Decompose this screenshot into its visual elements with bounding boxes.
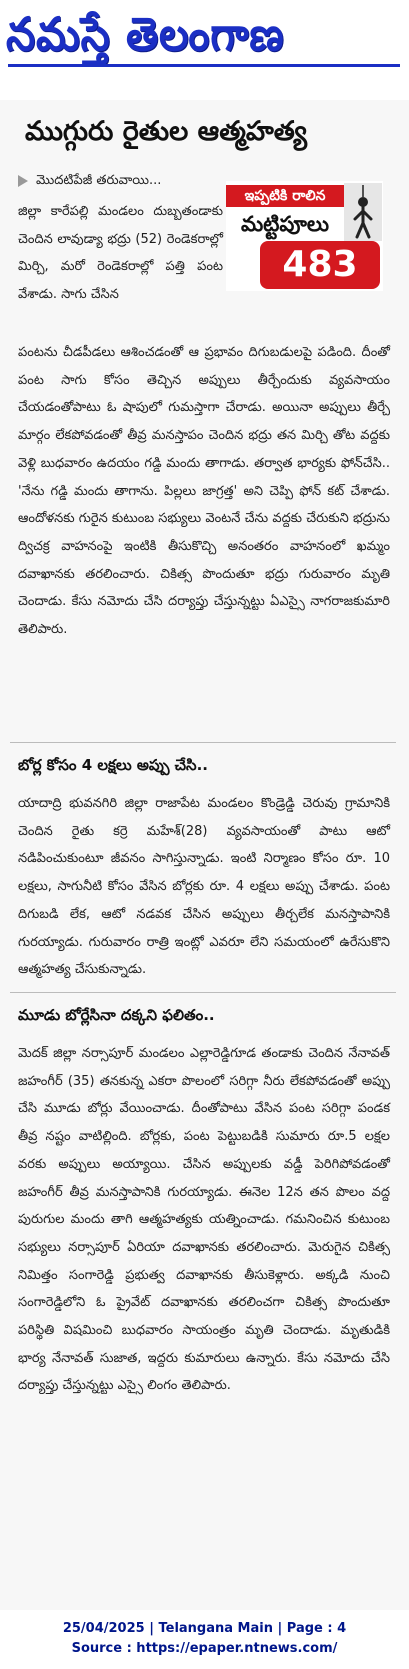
section-divider bbox=[10, 742, 396, 743]
paragraph-1-body: పంటను చీడపీడలు ఆశించడంతో ఆ ప్రభావం దిగుబడులపై పడింది. దీంతో పంట సాగు కోసం తెచ్చిన అప్పులు తీర్చేందుకు వ్యవసాయం చేయడంతోపాటు ఓ షాపులో గుమస్తాగా చేరాడు. అయినా అప్పులు తీర్చే మార్గం లేకపోవడంతో తీవ్ర మనస్తాపం చెందిన భద్రు తన మిర్చి తోట వద్దకు వెళ్లి బుధవారం ఉదయం గడ్డి మందు తాగాడు. తర్వాత భార్యకు ఫోన్‌చేసి.. 'నేను గడ్డి మందు తాగాను. పిల్లలు జాగ్రత్త' అని చెప్పి ఫోన్ కట్ చేశాడు. ఆందోళనకు గురైన కుటుంబ సభ్యులు వెంటనే చేను వద్దకు చేరుకుని భద్రును ద్విచక్ర వాహనంపై ఇంటికి తీసుకొచ్చి అనంతరం వాహనంలో ఖమ్మం దవాఖానకు తరలించారు. చికిత్స పొందుతూ భద్రు గురువారం మృతి చెందాడు. కేసు నమోదు చేసి దర్యాప్తు చేస్తున్నట్టు ఏఎస్సై నాగరాజకుమారి తెలిపారు. bbox=[18, 345, 390, 638]
masthead-underline bbox=[8, 64, 400, 67]
kicker-text: మొదటిపేజీ తరువాయి... bbox=[36, 173, 162, 188]
footer-date-line: 25/04/2025 | Telangana Main | Page : 4 bbox=[62, 1621, 347, 1636]
masthead-title: నమస్తే తెలంగాణ bbox=[6, 7, 285, 61]
paragraph-1-intro: జిల్లా కారేపల్లి మండలం దుబ్బతండాకు చెందిన లావుడ్యా భద్రు (52) రెండెకరాల్లో మిర్చి, మరో రెండెకరాల్లో పత్తి పంట వేశాడు. సాగు చేసిన bbox=[18, 204, 223, 303]
stat-box-label-top: ఇప్పటికి రాలిన bbox=[226, 185, 344, 207]
paragraph-3: మెదక్ జిల్లా నర్సాపూర్ మండలం ఎల్లారెడ్డిగూడ తండాకు చెందిన నేనావత్ జహంగీర్ (35) తనకున్న ఎకరా పొలంలో సరిగ్గా నీరు లేకపోవడంతో అప్పు చేసి మూడు బోర్లు వేయించాడు. దీంతోపాటు వేసిన పంట సరిగ్గా పండక తీవ్ర నష్టం వాటిల్లింది. బోర్లకు, పంట పెట్టుబడికి సుమారు రూ.5 లక్షల వరకు అప్పులు అయ్యాయి. చేసిన అప్పులకు వడ్డీ పెరిగిపోవడంతో జహంగీర్ తీవ్ర మనస్తాపానికి గురయ్యాడు. ఈనెల 12న తన పొలం వద్ద పురుగుల మందు తాగి ఆత్మహత్యకు యత్నించాడు. గమనించిన కుటుంబ సభ్యులు నర్సాపూర్ ఏరియా దవాఖానకు తరలించారు. మెరుగైన చికిత్స నిమిత్తం సంగారెడ్డి ప్రభుత్వ దవాఖానకు తీసుకెళ్లారు. అక్కడి నుంచి సంగారెడ్డిలోని ఓ ప్రైవేట్ దవాఖానకు తరలించగా చికిత్స పొందుతూ పరిస్థితి విషమించి బుధవారం సాయంత్రం మృతి చెందాడు. మృతుడికి భార్య నేనావత్ సుజాత, ఇద్దరు కుమారులు ఉన్నారు. కేసు నమోదు చేసి దర్యాప్తు చేస్తున్నట్టు ఎస్సై లింగం తెలిపారు. bbox=[18, 1046, 390, 1394]
hanging-figure-icon bbox=[344, 183, 382, 241]
stat-box-label-bottom: మట్టిపూలు bbox=[240, 212, 330, 236]
footer-source-line: Source : https://epaper.ntnews.com/ bbox=[71, 1641, 338, 1656]
article-headline: ముగ్గురు రైతుల ఆత్మహత్య bbox=[25, 116, 307, 147]
stat-box-count: 483 bbox=[260, 241, 380, 289]
section-divider bbox=[10, 992, 396, 993]
stat-box bbox=[226, 181, 383, 291]
paragraph-2: యాదాద్రి భువనగిరి జిల్లా రాజాపేట మండలం కొండ్రెడ్డి చెరువు గ్రామానికి చెందిన రైతు కర్రె మహేశ్(28) వ్యవసాయంతో పాటు ఆటో నడిపించుకుంటూ జీవనం సాగిస్తున్నాడు. ఇంటి నిర్మాణం కోసం రూ. 10 లక్షలు, సాగునీటి కోసం వేసిన బోర్లకు రూ. 4 లక్షలు అప్పు చేశాడు. పంట దిగుబడి లేక, ఆటో నడవక చేసిన అప్పులు తీర్చలేక మనస్తాపానికి గురయ్యాడు. గురువారం రాత్రి ఇంట్లో ఎవరూ లేని సమయంలో ఉరేసుకొని ఆత్మహత్య చేసుకున్నాడు. bbox=[18, 796, 390, 978]
subheading-3: మూడు బోర్లేసినా దక్కని ఫలితం.. bbox=[18, 1006, 215, 1024]
masthead bbox=[0, 0, 409, 86]
kicker bbox=[18, 172, 161, 190]
arrow-icon bbox=[18, 175, 28, 187]
subheading-2: బోర్ల కోసం 4 లక్షలు అప్పు చేసి.. bbox=[18, 756, 208, 774]
